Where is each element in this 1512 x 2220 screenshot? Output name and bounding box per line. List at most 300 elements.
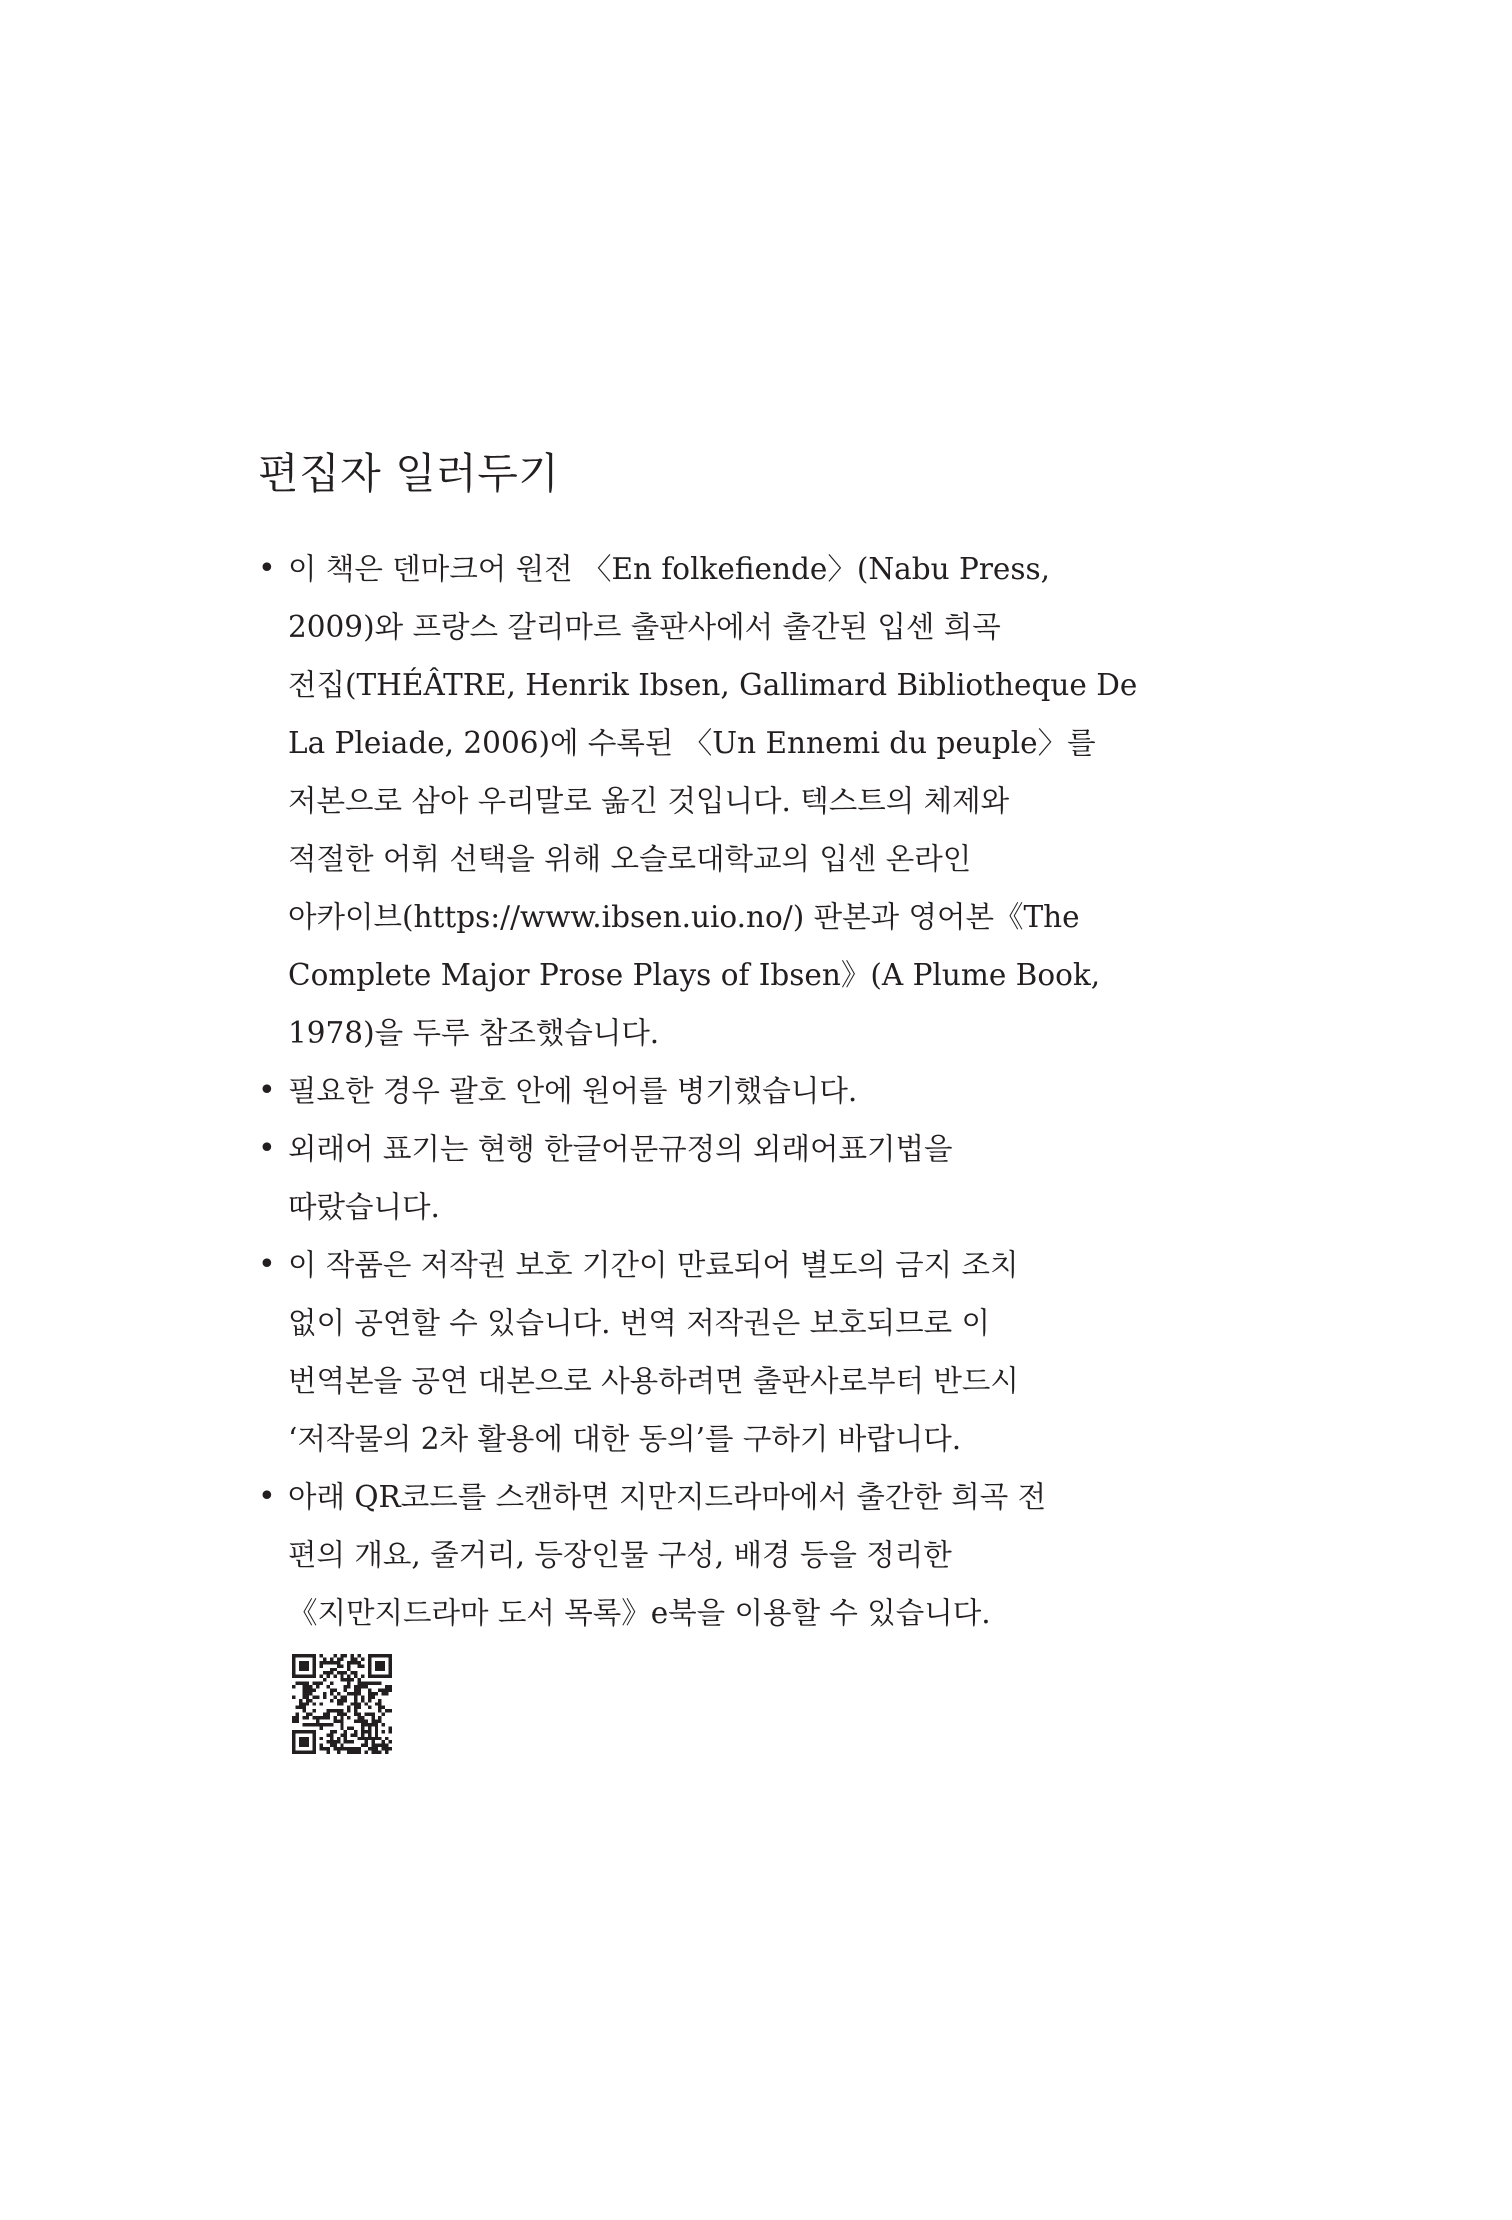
- qr-module: [295, 1682, 298, 1685]
- qr-module: [330, 1744, 333, 1747]
- qr-module: [292, 1657, 295, 1674]
- qr-module: [337, 1671, 340, 1674]
- qr-module: [330, 1737, 333, 1740]
- qr-module: [351, 1671, 354, 1674]
- qr-module: [302, 1688, 305, 1691]
- qr-module: [316, 1685, 319, 1688]
- note-line: 1978)을 두루 참조했습니다.: [288, 1016, 660, 1050]
- qr-module: [340, 1716, 343, 1719]
- qr-module: [358, 1685, 361, 1688]
- qr-module: [333, 1730, 336, 1733]
- qr-module: [354, 1699, 357, 1702]
- qr-module: [382, 1713, 385, 1716]
- qr-module: [368, 1657, 371, 1674]
- qr-module: [347, 1706, 350, 1709]
- list-item: [258, 1062, 1268, 1120]
- qr-module: [313, 1657, 316, 1674]
- qr-module: [354, 1751, 357, 1754]
- qr-module: [371, 1720, 374, 1723]
- qr-module: [385, 1747, 388, 1750]
- qr-module: [302, 1709, 305, 1712]
- bullet-icon: •: [258, 1073, 276, 1108]
- qr-module: [344, 1747, 347, 1750]
- qr-module: [333, 1709, 336, 1712]
- qr-module: [309, 1699, 312, 1702]
- qr-module: [330, 1682, 333, 1685]
- qr-module: [371, 1751, 374, 1754]
- qr-module: [364, 1685, 367, 1688]
- qr-module: [389, 1740, 392, 1743]
- note-line: 저본으로 삼아 우리말로 옮긴 것입니다. 텍스트의 체제와: [288, 784, 1010, 818]
- qr-module: [378, 1744, 381, 1747]
- qr-module: [292, 1733, 295, 1750]
- qr-module: [326, 1716, 329, 1719]
- qr-module: [368, 1730, 371, 1733]
- qr-module: [364, 1702, 367, 1705]
- qr-module: [302, 1695, 305, 1698]
- qr-module: [378, 1716, 381, 1719]
- qr-module: [292, 1720, 295, 1723]
- qr-module: [299, 1682, 302, 1685]
- qr-module: [340, 1744, 343, 1747]
- qr-module: [361, 1685, 364, 1688]
- qr-module: [337, 1720, 340, 1723]
- qr-module: [351, 1692, 354, 1695]
- qr-module: [382, 1747, 385, 1750]
- qr-module: [313, 1709, 316, 1712]
- qr-module: [347, 1747, 350, 1750]
- qr-module: [313, 1695, 316, 1698]
- qr-module: [306, 1688, 309, 1691]
- qr-module: [340, 1654, 343, 1657]
- qr-module: [320, 1744, 323, 1747]
- qr-module: [337, 1713, 340, 1716]
- qr-module: [375, 1726, 378, 1736]
- qr-module: [358, 1713, 361, 1716]
- list-item: [258, 1120, 1268, 1236]
- qr-module: [320, 1675, 323, 1678]
- note-line: La Pleiade, 2006)에 수록된 〈Un Ennemi du peuple〉를: [288, 726, 1096, 760]
- qr-module: [358, 1751, 361, 1754]
- qr-module: [375, 1661, 385, 1671]
- qr-module: [302, 1716, 305, 1719]
- qr-module: [378, 1682, 381, 1685]
- qr-module: [337, 1751, 340, 1754]
- qr-module: [323, 1716, 326, 1719]
- qr-module: [326, 1751, 329, 1754]
- qr-module: [295, 1713, 298, 1716]
- qr-module: [358, 1747, 361, 1750]
- qr-module: [323, 1713, 326, 1716]
- qr-module: [364, 1740, 367, 1743]
- qr-module: [364, 1744, 367, 1747]
- qr-module: [306, 1685, 309, 1688]
- qr-module: [292, 1685, 295, 1688]
- qr-module: [340, 1723, 343, 1726]
- qr-module: [337, 1657, 340, 1660]
- note-text: [288, 1468, 1268, 1642]
- qr-module: [333, 1688, 336, 1691]
- bullet-icon: •: [258, 1131, 276, 1166]
- qr-module: [326, 1709, 329, 1712]
- qr-module: [340, 1720, 343, 1723]
- qr-module: [354, 1661, 357, 1664]
- qr-module: [344, 1654, 347, 1657]
- qr-module: [371, 1744, 374, 1747]
- qr-module: [330, 1692, 333, 1695]
- qr-module: [361, 1664, 364, 1667]
- qr-module: [323, 1671, 326, 1674]
- qr-code-icon[interactable]: [292, 1654, 392, 1754]
- qr-module: [299, 1661, 309, 1671]
- qr-module: [344, 1730, 347, 1733]
- qr-module: [378, 1706, 381, 1709]
- qr-module: [340, 1709, 343, 1712]
- qr-module: [382, 1730, 385, 1733]
- qr-module: [371, 1692, 374, 1695]
- qr-module: [382, 1688, 385, 1691]
- qr-module: [347, 1709, 350, 1712]
- qr-module: [323, 1747, 326, 1750]
- qr-module: [295, 1716, 298, 1719]
- qr-module: [361, 1699, 364, 1702]
- bullet-icon: •: [258, 551, 276, 586]
- qr-module: [385, 1692, 388, 1695]
- qr-module: [330, 1740, 333, 1743]
- qr-module: [354, 1713, 357, 1716]
- qr-module: [354, 1706, 357, 1709]
- qr-module: [337, 1692, 340, 1695]
- qr-module: [385, 1737, 388, 1740]
- qr-module: [323, 1657, 326, 1660]
- qr-module: [306, 1702, 309, 1705]
- qr-module: [354, 1702, 357, 1705]
- qr-module: [309, 1723, 312, 1726]
- qr-module: [385, 1744, 388, 1747]
- qr-module: [333, 1661, 336, 1664]
- bullet-icon: •: [258, 1479, 276, 1514]
- qr-module: [375, 1751, 378, 1754]
- qr-module: [326, 1685, 329, 1688]
- qr-module: [313, 1723, 316, 1726]
- qr-module: [340, 1699, 343, 1702]
- qr-module: [351, 1740, 354, 1743]
- qr-module: [354, 1695, 357, 1698]
- qr-module: [354, 1709, 357, 1712]
- qr-module: [323, 1692, 326, 1695]
- qr-module: [330, 1709, 333, 1712]
- qr-module: [292, 1695, 295, 1698]
- qr-module: [309, 1685, 312, 1688]
- qr-module: [368, 1654, 392, 1657]
- qr-module: [382, 1692, 385, 1695]
- qr-module: [337, 1740, 340, 1743]
- qr-module: [330, 1733, 333, 1736]
- qr-module: [364, 1682, 367, 1685]
- qr-module: [333, 1740, 336, 1743]
- qr-module: [371, 1740, 374, 1743]
- qr-module: [340, 1733, 343, 1736]
- qr-module: [320, 1723, 323, 1726]
- note-line: Complete Major Prose Plays of Ibsen》(A Plume Book,: [288, 958, 1101, 992]
- qr-modules: [292, 1654, 392, 1754]
- qr-module: [333, 1654, 336, 1657]
- qr-module: [323, 1678, 326, 1681]
- qr-module: [320, 1716, 323, 1719]
- qr-module: [375, 1702, 378, 1705]
- qr-module: [344, 1688, 347, 1691]
- qr-module: [371, 1713, 374, 1716]
- list-item: [258, 1236, 1268, 1468]
- qr-module: [313, 1688, 316, 1691]
- qr-module: [358, 1716, 361, 1719]
- qr-module: [347, 1678, 350, 1681]
- qr-module: [333, 1668, 336, 1671]
- qr-module: [389, 1730, 392, 1733]
- qr-module: [368, 1747, 371, 1750]
- qr-module: [344, 1699, 347, 1702]
- qr-module: [340, 1671, 343, 1674]
- qr-module: [299, 1702, 302, 1705]
- qr-module: [330, 1668, 333, 1671]
- qr-module: [378, 1720, 381, 1723]
- qr-module: [385, 1751, 388, 1754]
- qr-module: [330, 1671, 333, 1674]
- qr-module: [389, 1726, 392, 1729]
- qr-module: [368, 1713, 371, 1716]
- qr-module: [320, 1702, 323, 1705]
- qr-module: [337, 1737, 340, 1740]
- qr-module: [292, 1654, 316, 1657]
- qr-module: [313, 1716, 316, 1719]
- qr-module: [340, 1695, 343, 1698]
- qr-module: [347, 1692, 350, 1695]
- qr-module: [354, 1733, 357, 1736]
- qr-module: [316, 1723, 319, 1726]
- qr-module: [313, 1733, 316, 1750]
- note-line: 적절한 어휘 선택을 위해 오슬로대학교의 입센 온라인: [288, 842, 972, 876]
- qr-module: [368, 1726, 371, 1729]
- qr-module: [358, 1706, 361, 1709]
- qr-module: [351, 1657, 354, 1660]
- qr-module: [347, 1682, 350, 1685]
- qr-module: [347, 1716, 350, 1719]
- qr-module: [382, 1740, 385, 1743]
- qr-module: [382, 1744, 385, 1747]
- note-line: 외래어 표기는 현행 한글어문규정의 외래어표기법을: [288, 1132, 953, 1166]
- qr-module: [326, 1675, 329, 1678]
- qr-module: [371, 1695, 374, 1698]
- qr-module: [309, 1688, 312, 1691]
- qr-module: [354, 1692, 357, 1695]
- qr-module: [344, 1695, 347, 1698]
- qr-module: [375, 1720, 378, 1723]
- qr-module: [316, 1695, 319, 1698]
- qr-module: [333, 1744, 336, 1747]
- note-line: 아래 QR코드를 스캔하면 지만지드라마에서 출간한 희곡 전: [288, 1480, 1047, 1514]
- qr-module: [330, 1661, 333, 1664]
- qr-module: [354, 1720, 357, 1723]
- qr-module: [361, 1744, 364, 1747]
- qr-module: [295, 1720, 298, 1723]
- qr-module: [344, 1740, 347, 1743]
- qr-module: [299, 1699, 302, 1702]
- qr-module: [316, 1716, 319, 1719]
- qr-module: [344, 1671, 347, 1674]
- qr-module: [330, 1723, 333, 1726]
- qr-module: [320, 1664, 323, 1667]
- qr-module: [320, 1747, 323, 1750]
- qr-module: [337, 1664, 340, 1667]
- qr-module: [333, 1747, 336, 1750]
- qr-module: [326, 1723, 329, 1726]
- qr-module: [344, 1713, 347, 1716]
- qr-module: [313, 1702, 316, 1705]
- qr-module: [375, 1692, 378, 1695]
- note-line: 아카이브(https://www.ibsen.uio.no/) 판본과 영어본《The: [288, 900, 1080, 934]
- qr-module: [389, 1709, 392, 1712]
- qr-module: [330, 1699, 333, 1702]
- qr-module: [320, 1682, 323, 1685]
- note-line: 없이 공연할 수 있습니다. 번역 저작권은 보호되므로 이: [288, 1306, 990, 1340]
- qr-module: [326, 1733, 329, 1736]
- qr-module: [354, 1688, 357, 1691]
- qr-module: [361, 1657, 364, 1660]
- qr-module: [340, 1747, 343, 1750]
- qr-code-graphic: [292, 1654, 392, 1754]
- qr-module: [337, 1699, 340, 1702]
- qr-module: [361, 1682, 364, 1685]
- qr-module: [344, 1737, 347, 1740]
- qr-module: [358, 1664, 361, 1667]
- qr-module: [351, 1726, 354, 1729]
- qr-module: [389, 1747, 392, 1750]
- qr-module: [306, 1695, 309, 1698]
- qr-module: [333, 1695, 336, 1698]
- qr-module: [368, 1733, 371, 1736]
- qr-module: [354, 1747, 357, 1750]
- bullet-icon: •: [258, 1247, 276, 1282]
- qr-module: [378, 1751, 381, 1754]
- qr-module: [358, 1720, 361, 1723]
- qr-module: [347, 1675, 350, 1678]
- qr-module: [333, 1716, 336, 1719]
- qr-module: [385, 1685, 388, 1688]
- qr-module: [368, 1682, 371, 1685]
- qr-module: [337, 1702, 340, 1705]
- qr-module: [292, 1751, 316, 1754]
- qr-module: [347, 1740, 350, 1743]
- note-line: 《지만지드라마 도서 목록》e북을 이용할 수 있습니다.: [288, 1596, 991, 1630]
- qr-module: [389, 1688, 392, 1691]
- qr-module: [337, 1661, 340, 1664]
- qr-module: [340, 1664, 343, 1667]
- qr-module: [295, 1706, 298, 1709]
- qr-module: [368, 1692, 371, 1695]
- qr-module: [368, 1675, 392, 1678]
- qr-module: [330, 1730, 333, 1733]
- qr-module: [378, 1699, 381, 1702]
- note-line: 2009)와 프랑스 갈리마르 출판사에서 출간된 입센 희곡: [288, 610, 1001, 644]
- qr-module: [358, 1678, 361, 1681]
- qr-module: [375, 1682, 378, 1685]
- qr-module: [340, 1678, 343, 1681]
- qr-module: [351, 1661, 354, 1664]
- qr-module: [292, 1675, 316, 1678]
- qr-module: [361, 1675, 364, 1678]
- note-text: [288, 1120, 1268, 1236]
- qr-module: [351, 1747, 354, 1750]
- qr-module: [378, 1737, 381, 1740]
- qr-module: [385, 1688, 388, 1691]
- page-title: 편집자 일러두기: [258, 449, 560, 498]
- qr-module: [368, 1699, 371, 1702]
- qr-module: [302, 1685, 305, 1688]
- qr-module: [333, 1720, 336, 1723]
- qr-module: [368, 1706, 371, 1709]
- qr-module: [326, 1747, 329, 1750]
- note-line: 편의 개요, 줄거리, 등장인물 구성, 배경 등을 정리한: [288, 1538, 952, 1572]
- qr-module: [354, 1675, 357, 1678]
- list-item: [258, 1468, 1268, 1642]
- qr-module: [361, 1726, 364, 1736]
- qr-module: [364, 1713, 367, 1716]
- qr-module: [371, 1747, 374, 1750]
- qr-module: [351, 1702, 354, 1705]
- qr-module: [358, 1688, 361, 1691]
- qr-module: [351, 1751, 354, 1754]
- qr-module: [375, 1744, 378, 1747]
- note-text: [288, 1062, 1268, 1120]
- qr-module: [340, 1657, 343, 1660]
- editor-notes-list: [258, 540, 1268, 1642]
- qr-module: [361, 1723, 378, 1726]
- qr-module: [306, 1713, 309, 1716]
- qr-module: [371, 1716, 374, 1719]
- qr-module: [316, 1682, 319, 1685]
- qr-module: [347, 1685, 350, 1688]
- qr-module: [326, 1671, 329, 1674]
- qr-module: [344, 1685, 347, 1688]
- qr-module: [361, 1695, 364, 1698]
- qr-module: [306, 1682, 309, 1685]
- qr-module: [306, 1716, 309, 1719]
- qr-module: [351, 1678, 354, 1681]
- qr-module: [309, 1713, 312, 1716]
- qr-module: [368, 1695, 371, 1698]
- qr-module: [313, 1682, 316, 1685]
- qr-module: [323, 1723, 326, 1726]
- qr-module: [306, 1723, 309, 1726]
- qr-module: [364, 1751, 367, 1754]
- qr-module: [320, 1661, 323, 1664]
- note-line: 이 작품은 저작권 보호 기간이 만료되어 별도의 금지 조치: [288, 1248, 1019, 1282]
- qr-module: [347, 1664, 350, 1667]
- qr-module: [351, 1654, 354, 1657]
- qr-module: [358, 1702, 361, 1705]
- qr-module: [292, 1730, 316, 1733]
- qr-module: [344, 1678, 347, 1681]
- qr-module: [389, 1685, 392, 1688]
- qr-module: [326, 1713, 329, 1716]
- qr-module: [364, 1720, 367, 1723]
- qr-module: [330, 1657, 333, 1660]
- qr-module: [354, 1657, 357, 1660]
- qr-module: [306, 1699, 309, 1702]
- note-line: 번역본을 공연 대본으로 사용하려면 출판사로부터 반드시: [288, 1364, 1019, 1398]
- qr-module: [358, 1661, 361, 1664]
- qr-module: [323, 1695, 326, 1698]
